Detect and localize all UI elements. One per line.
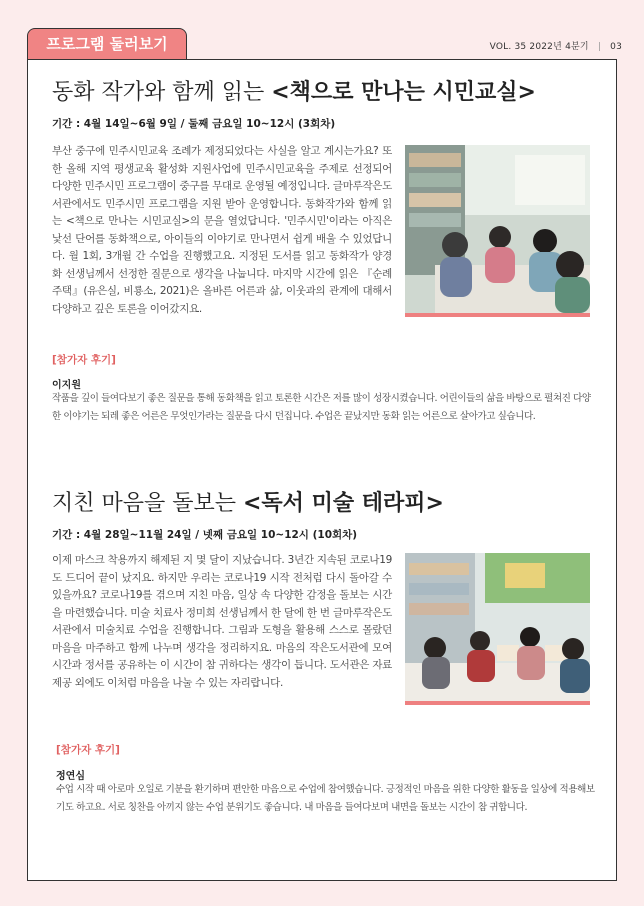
article-1-title [52, 75, 536, 106]
article-1-body: 부산 중구에 민주시민교육 조례가 제정되었다는 사실을 알고 계시는가요? 또한 올해 지역 평생교육 활성화 지원사업에 민주시민교육을 주제로 선정되어 다양한 민주시민 프로그램이 중구를 무대로 운영될 예정입니다. 글마루작은도서관에서도 민주시민 프로그램을 지원 받아 운영합니다. 동화작가와 함께 읽는 <책으로 만나는 시민교실>의 문을 열었답니다. '민주시민'이라는 아직은 낯선 단어를 동화책으로, 아이들의 이야기로 만나면서 쉽게 배울 수 있었답니다. 월 1회, 3개월 간 수업을 진행했고요. 지정된 도서를 읽고 동화작가 양경화 선생님께서 선정한 질문으로 생각을 나눕니다. 마지막 시간에 읽은 『순례 주택』(유은실, 비룡소, 2021)은 올바른 어른과 삶, 이웃과의 관계에 대해서 다양하고 깊은 토론을 이어갔지요. [52, 145, 392, 315]
article-2-body: 이제 마스크 착용까지 해제된 지 몇 달이 지났습니다. 3년간 지속된 코로나19도 드디어 끝이 났지요. 하지만 우리는 코로나19 시작 전처럼 다시 돌아갈 수 있을까요? 코로나19를 겪으며 지친 마음, 일상 속 다양한 감정을 돌보는 시간을 마련했습니다. 미술 치료사 정미희 선생님께서 한 달에 한 번 글마루작은도서관에서 미술치료 수업을 진행합니다. 그림과 도형을 활용해 스스로 몰랐던 마음을 마주하고 함께 나누며 생각을 정리하지요. 마음의 작은도서관에 모여 시간과 정서를 공유하는 이 시간이 참 귀하다는 생각이 듭니다. 도서관은 자료 제공 외에도 이처럼 마음을 나눌 수 있는 자리랍니다. [52, 554, 392, 689]
article-1-photo-bar [405, 313, 590, 317]
article-1-reviewer: 이지원 [52, 380, 81, 391]
article-2-period: 기간 : 4월 28일~11월 24일 / 넷째 금요일 10~12시 (10회차) [52, 529, 358, 541]
article-1-review: 작품을 깊이 들여다보기 좋은 질문을 통해 동화책을 읽고 토론한 시간은 저를 많이 성장시켰습니다. 어린이들의 삶을 바탕으로 펼쳐진 다양한 이야기는 되레 좋은 어른은 무엇인가라는 질문을 다시 던집니다. 수업은 끝났지만 동화 읽는 어른으로 살아가고 싶습니다. [52, 393, 591, 422]
article-1-photo [405, 145, 590, 317]
article-2-reviewer: 정연심 [56, 771, 85, 782]
article-1-title-bold: <책으로 만나는 시민교실> [271, 80, 536, 105]
article-2-photo [405, 553, 590, 705]
article-1-title-plain: 동화 작가와 함께 읽는 [52, 80, 272, 105]
issue-date: 2022년 4분기 [529, 42, 589, 52]
article-1-review-label: [참가자 후기] [52, 354, 116, 366]
issue-separator: | [597, 42, 602, 52]
article-2-title-bold: <독서 미술 테라피> [243, 491, 444, 516]
issue-info [490, 39, 622, 52]
article-2-title [52, 486, 444, 517]
article-1-period: 기간 : 4월 14일~6월 9일 / 둘째 금요일 10~12시 (3회차) [52, 118, 336, 130]
article-2-review-label: [참가자 후기] [56, 744, 120, 756]
page-number: 03 [610, 42, 622, 52]
article-2-title-plain: 지친 마음을 돌보는 [52, 491, 243, 516]
article-2-photo-bar [405, 701, 590, 705]
issue-label: VOL. 35 [489, 42, 527, 52]
article-2-review: 수업 시작 때 아로마 오일로 기분을 환기하며 편안한 마음으로 수업에 참여했습니다. 긍정적인 마음을 위한 다양한 활동을 일상에 적용해보기도 하고요. 서로 칭찬을 아끼지 않는 수업 분위기도 좋습니다. 내 마음을 들여다보며 내면을 돌보는 시간이 참 귀합니다. [56, 784, 595, 813]
section-tab: 프로그램 둘러보기 [27, 28, 187, 60]
